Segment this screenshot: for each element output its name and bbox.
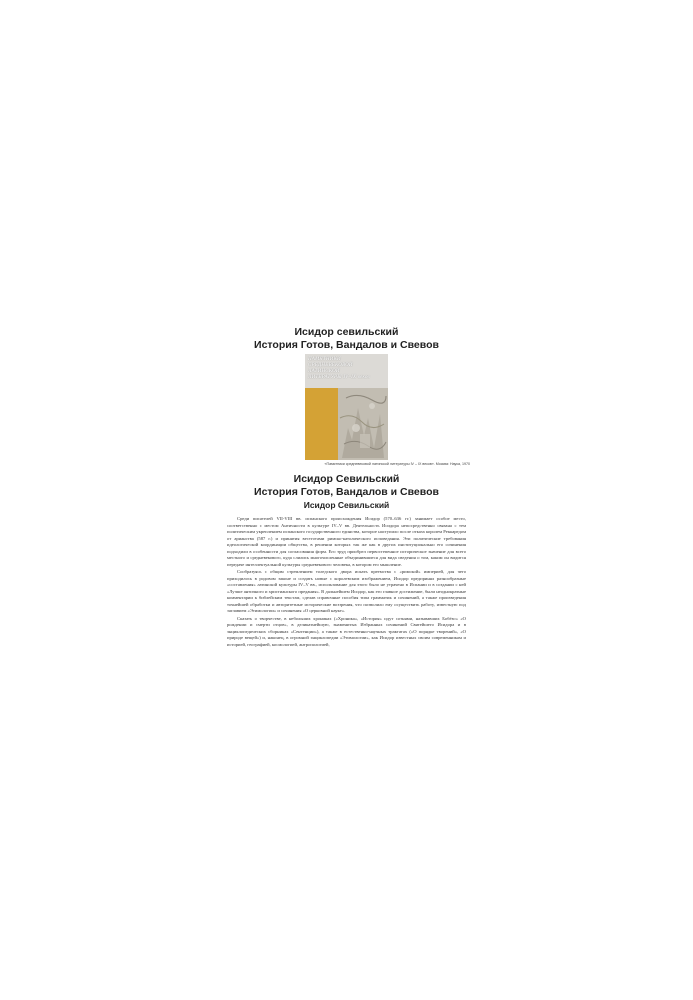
cover-yellow-panel (305, 388, 338, 460)
body-text (227, 516, 466, 649)
paragraph-1: Среди писателей VII-VIII вв. испанского происхождения Исидор (570–636 гг.) занимает особое место, соответственно с местом Античности в культуре IV–V вв. Деятельность Исидора непосредственно связана с тем политическим укреплением испанского государственного единства, которое наступило после отказа королем Реккаредом от арианства (587 г.) и принятия вестготами римско-католического исповедания. Эти политические требования идеологической координации общества, в решении которых так же как в других институционально его сочинения подходили в особенности для согласования форм. Его труд приобрел первостепенное историческое значение для всего местного и средневекового, куда слились многочисленные объединившиеся для вида сведения о том, каким он видится передаче интеллектуальной культуры средневекового человека, в котором его мышление. (227, 516, 466, 567)
title-line2: История Готов, Вандалов и Свевов (254, 486, 439, 498)
header-title-line1: Исидор севильский (294, 326, 399, 338)
title-line1: Исидор Севильский (293, 473, 400, 485)
cover-caption: «Памятники средневековой латинской литературы IV – IX веков». Москва: Наука, 1970 (324, 462, 470, 466)
cover-title-text: ПАМЯТНИКИ СРЕДНЕВЕКОВОЙ ЛАТИНСКОЙ ЛИТЕРАТУРЫ IV–IX веков (308, 357, 370, 380)
paragraph-2: Сообразуясь с общим стремлением толедского двора искать преемства с «римской» империей, для чего приходилось в родовом законе и создать новые с королевским изображением, Исидор предпринял разнообразные «составления» латинской культуры IV–V вв., использование для этого было не утрачено в Испании и в создании с ней «Лучше античного и христианского предания». В дальнейшем Исидор, как его главное достижение, были неоднократные комментарии к библейским текстам, сделав справочные пособия типа грамматик и сочинений, а также произведения точнейшей обработки и авторитетные исторические воззрения, что позволило ему осуществить работу, известную под заглавием «Этимологии» и сочинения «О церковной науке». (227, 569, 466, 613)
book-cover-image (305, 354, 388, 460)
header-title-line2: История Готов, Вандалов и Свевов (254, 339, 439, 351)
cover-title-band (305, 354, 388, 388)
author-name: Исидор Севильский (303, 500, 390, 510)
paragraph-3: Сказать о творчестве, в небольших хрониках («Хроника», «История» идут сотнями, называвших Бобёзо» «О рождении и смерти отцов», в деликатнейшую, знаменитых Избранных сочинений Святейшего Исидора и в энциклопедических сборниках «Сентенции»), а также в естественно-научных трактатах («О порядке творений», «О природе вещей») и, наконец, в огромной энциклопедии «Этимологии», как Исидор известных своим современникам и историей, географией, космологией, антропологией, (227, 615, 466, 647)
cover-relief-illustration (338, 388, 388, 460)
cover-photo-panel (338, 388, 388, 460)
